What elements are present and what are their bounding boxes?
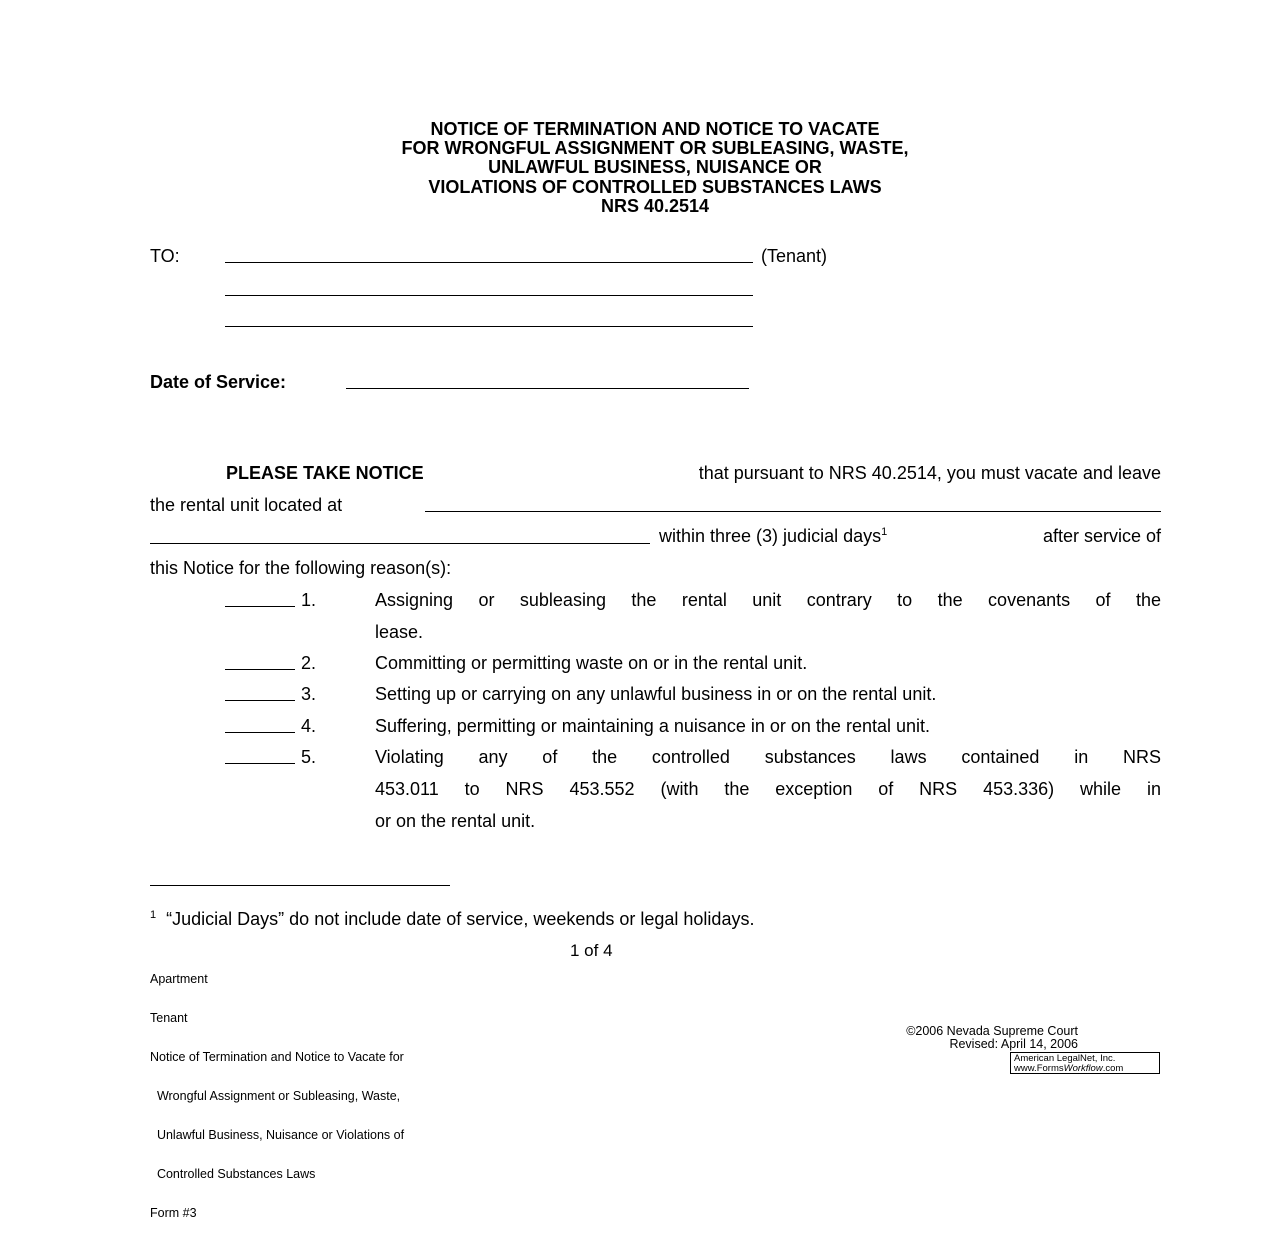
footnote (150, 909, 754, 929)
notice-line-3-end: after service of (1042, 526, 1161, 546)
reason-2-text: Committing or permitting waste on or in the rental unit. (375, 653, 808, 673)
reason-1-checkline[interactable] (225, 606, 295, 607)
reason-5-line-1: Violating any of the controlled substances laws contained in NRS (375, 747, 1161, 767)
notice-bold-lead: PLEASE TAKE NOTICE (226, 463, 424, 483)
footer-line-2: Tenant (150, 1011, 188, 1025)
reason-1-line-1: Assigning or subleasing the rental unit contrary to the covenants of the (375, 590, 1161, 610)
title-line-5: NRS 40.2514 (600, 195, 710, 216)
footer-line-1: Apartment (150, 972, 208, 986)
footer-form-info (150, 947, 404, 1233)
title-line-2: FOR WRONGFUL ASSIGNMENT OR SUBLEASING, WASTE, (401, 138, 909, 159)
footnote-text: “Judicial Days” do not include date of service, weekends or legal holidays. (166, 909, 755, 929)
footer-line-3: Notice of Termination and Notice to Vacate for (150, 1050, 404, 1064)
footer-line-5: Unlawful Business, Nuisance or Violations of (150, 1128, 405, 1142)
stamp-line-2 (1014, 1064, 1156, 1074)
notice-line-3 (659, 526, 1161, 546)
tenant-name-line[interactable] (225, 262, 753, 263)
page-number: 1 of 4 (570, 941, 613, 960)
notice-line-3-mid-wrap (659, 526, 887, 546)
stamp-line-1: American LegalNet, Inc. (1014, 1053, 1116, 1064)
title-line-1: NOTICE OF TERMINATION AND NOTICE TO VACATE (430, 119, 880, 139)
reason-3-text: Setting up or carrying on any unlawful business in or on the rental unit. (375, 684, 937, 704)
reason-4-checkline[interactable] (225, 732, 295, 733)
reason-5-line-2: 453.011 to NRS 453.552 (with the exception of NRS 453.336) while in (375, 779, 1161, 799)
reason-5-line-3: or on the rental unit. (375, 811, 536, 831)
footer-line-6: Controlled Substances Laws (150, 1167, 316, 1181)
footnote-ref: 1 (881, 526, 888, 538)
reason-3-number: 3. (301, 684, 317, 704)
reason-5-number: 5. (301, 747, 317, 767)
stamp-url-part-1: www.Forms (1014, 1063, 1064, 1074)
reason-5-text (375, 747, 1161, 831)
reason-3-checkline[interactable] (225, 700, 295, 701)
reason-1-number: 1. (301, 590, 317, 610)
footer-copyright: ©2006 Nevada Supreme Court (906, 1024, 1078, 1038)
american-legalnet-stamp (1010, 1052, 1160, 1074)
title-line-4: VIOLATIONS OF CONTROLLED SUBSTANCES LAWS (428, 176, 882, 197)
footer-line-7: Form #3 (150, 1206, 197, 1220)
reason-5-checkline[interactable] (225, 763, 295, 764)
date-of-service-label: Date of Service: (150, 372, 287, 392)
reason-2-number: 2. (301, 653, 317, 673)
footer-line-4: Wrongful Assignment or Subleasing, Waste, (150, 1089, 401, 1103)
date-of-service-line[interactable] (346, 388, 749, 389)
notice-line-3-mid: within three (3) judicial days (659, 526, 882, 546)
stamp-url-part-3: .com (1102, 1063, 1124, 1074)
reason-4-text: Suffering, permitting or maintaining a nuisance in or on the rental unit. (375, 716, 930, 736)
tenant-label: (Tenant) (761, 246, 828, 266)
reason-4-number: 4. (301, 716, 317, 736)
notice-line-4: this Notice for the following reason(s): (150, 558, 452, 578)
reason-2-checkline[interactable] (225, 669, 295, 670)
title-line-3: UNLAWFUL BUSINESS, NUISANCE OR (488, 157, 822, 178)
footnote-separator (150, 885, 450, 886)
footer-revised: Revised: April 14, 2006 (949, 1037, 1078, 1051)
stamp-url-part-2: Workflow (1063, 1063, 1103, 1074)
address-line-1[interactable] (225, 295, 753, 296)
address-line-2[interactable] (225, 326, 753, 327)
footnote-mark: 1 (150, 909, 157, 921)
rental-address-line-1[interactable] (425, 511, 1161, 512)
reason-1-text (375, 590, 1161, 642)
rental-address-line-2[interactable] (150, 543, 650, 544)
to-label: TO: (150, 246, 180, 266)
reason-1-line-2: lease. (375, 622, 424, 642)
notice-line-1-rest: that pursuant to NRS 40.2514, you must vacate and leave (698, 463, 1161, 483)
notice-line-2-lead: the rental unit located at (150, 495, 343, 515)
footer-copyright-block (850, 1025, 1078, 1051)
notice-line-1 (226, 463, 1161, 483)
document-title (150, 120, 1160, 216)
